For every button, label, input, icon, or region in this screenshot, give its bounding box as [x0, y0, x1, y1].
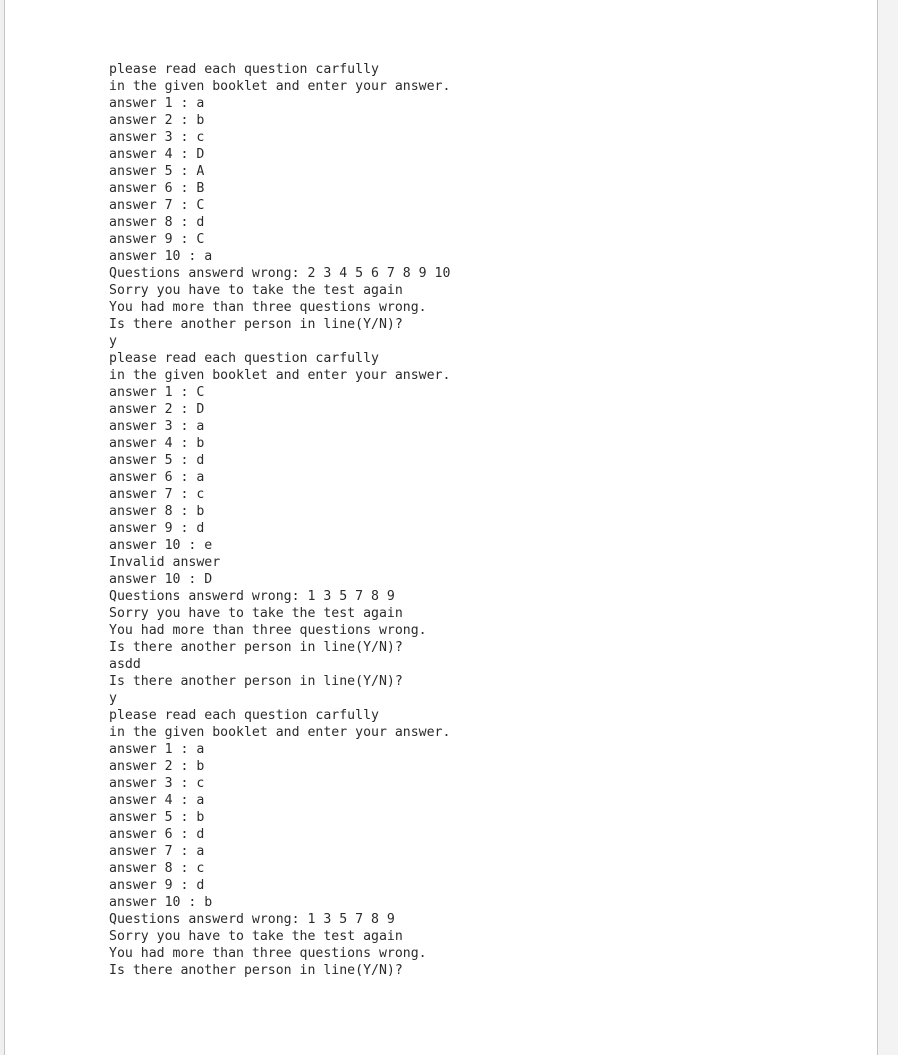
- console-line: Questions answerd wrong: 2 3 4 5 6 7 8 9 10: [109, 266, 451, 281]
- console-line: You had more than three questions wrong.: [109, 946, 427, 961]
- console-line: You had more than three questions wrong.: [109, 623, 427, 638]
- console-line: answer 8 : b: [109, 504, 205, 519]
- console-line: asdd: [109, 657, 141, 672]
- console-line: answer 7 : a: [109, 844, 205, 859]
- console-line: please read each question carfully: [109, 351, 379, 366]
- console-line: please read each question carfully: [109, 62, 379, 77]
- console-line: Questions answerd wrong: 1 3 5 7 8 9: [109, 912, 395, 927]
- console-line: y: [109, 691, 117, 706]
- console-line: answer 6 : a: [109, 470, 205, 485]
- console-line: answer 8 : d: [109, 215, 205, 230]
- console-line: answer 4 : b: [109, 436, 205, 451]
- console-line: answer 3 : a: [109, 419, 205, 434]
- console-line: answer 6 : d: [109, 827, 205, 842]
- console-line: answer 2 : b: [109, 113, 205, 128]
- console-line: answer 10 : e: [109, 538, 213, 553]
- console-line: answer 8 : c: [109, 861, 205, 876]
- console-line: answer 5 : A: [109, 164, 205, 179]
- console-line: Sorry you have to take the test again: [109, 606, 403, 621]
- console-line: answer 10 : b: [109, 895, 213, 910]
- console-line: Is there another person in line(Y/N)?: [109, 674, 403, 689]
- console-line: answer 6 : B: [109, 181, 205, 196]
- console-line: answer 1 : a: [109, 96, 205, 111]
- console-line: answer 3 : c: [109, 130, 205, 145]
- console-line: in the given booklet and enter your answer.: [109, 725, 451, 740]
- scrollbar-track[interactable]: [878, 0, 898, 1055]
- console-line: answer 7 : C: [109, 198, 205, 213]
- console-line: Sorry you have to take the test again: [109, 283, 403, 298]
- console-line: answer 4 : a: [109, 793, 205, 808]
- console-line: You had more than three questions wrong.: [109, 300, 427, 315]
- console-line: Questions answerd wrong: 1 3 5 7 8 9: [109, 589, 395, 604]
- console-line: answer 1 : a: [109, 742, 205, 757]
- console-line: answer 10 : D: [109, 572, 213, 587]
- console-output: [109, 61, 450, 979]
- console-line: please read each question carfully: [109, 708, 379, 723]
- document-page: [4, 0, 878, 1055]
- console-line: answer 3 : c: [109, 776, 205, 791]
- console-line: Is there another person in line(Y/N)?: [109, 963, 403, 978]
- console-line: answer 9 : C: [109, 232, 205, 247]
- console-line: Is there another person in line(Y/N)?: [109, 317, 403, 332]
- console-line: answer 9 : d: [109, 878, 205, 893]
- console-line: answer 7 : c: [109, 487, 205, 502]
- console-line: answer 5 : d: [109, 453, 205, 468]
- console-line: answer 5 : b: [109, 810, 205, 825]
- console-line: in the given booklet and enter your answer.: [109, 79, 451, 94]
- console-line: answer 10 : a: [109, 249, 213, 264]
- console-line: y: [109, 334, 117, 349]
- console-line: answer 9 : d: [109, 521, 205, 536]
- console-line: in the given booklet and enter your answer.: [109, 368, 451, 383]
- console-line: answer 4 : D: [109, 147, 205, 162]
- console-line: answer 2 : D: [109, 402, 205, 417]
- console-line: Sorry you have to take the test again: [109, 929, 403, 944]
- console-line: Is there another person in line(Y/N)?: [109, 640, 403, 655]
- console-line: answer 1 : C: [109, 385, 205, 400]
- console-line: answer 2 : b: [109, 759, 205, 774]
- console-line: Invalid answer: [109, 555, 221, 570]
